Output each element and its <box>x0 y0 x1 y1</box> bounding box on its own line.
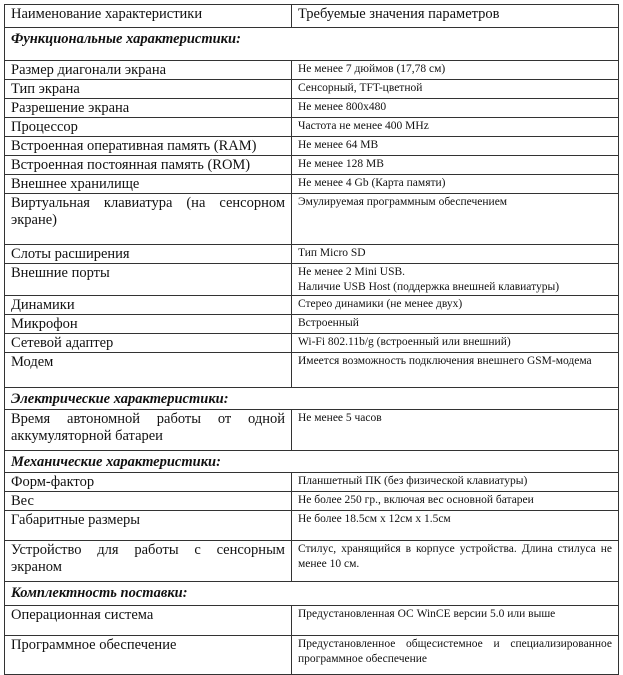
characteristic-value <box>292 80 619 99</box>
value-text: Предустановленное общесистемное и специализированное программное обеспечение <box>298 638 612 665</box>
table-row <box>5 61 619 80</box>
characteristic-name: Внешние порты <box>5 264 292 296</box>
characteristic-value <box>292 353 619 388</box>
value-text: Не менее 64 MB <box>298 139 379 151</box>
table-row <box>5 118 619 137</box>
characteristic-value <box>292 137 619 156</box>
table-row <box>5 175 619 194</box>
section-title: Механические характеристики: <box>5 451 619 473</box>
section-header-row <box>5 388 619 410</box>
characteristic-name: Динамики <box>5 296 292 315</box>
characteristic-name: Модем <box>5 353 292 388</box>
characteristic-value <box>292 473 619 492</box>
characteristic-value <box>292 606 619 636</box>
table-row <box>5 353 619 388</box>
value-text: Не менее 4 Gb (Карта памяти) <box>298 177 446 189</box>
characteristic-name: Форм-фактор <box>5 473 292 492</box>
table-row <box>5 334 619 353</box>
characteristic-name: Габаритные размеры <box>5 511 292 541</box>
value-text: Сенсорный, TFT-цветной <box>298 82 423 94</box>
characteristic-name: Процессор <box>5 118 292 137</box>
value-text: Не более 18.5см x 12см x 1.5см <box>298 513 451 525</box>
table-row <box>5 80 619 99</box>
characteristic-name: Микрофон <box>5 315 292 334</box>
section-title: Электрические характеристики: <box>5 388 619 410</box>
table-row <box>5 315 619 334</box>
value-text: Эмулируемая программным обеспечением <box>298 196 508 208</box>
value-text: Не менее 128 MB <box>298 158 384 170</box>
characteristic-value <box>292 61 619 80</box>
characteristic-value <box>292 511 619 541</box>
characteristic-name: Разрешение экрана <box>5 99 292 118</box>
characteristic-value <box>292 410 619 451</box>
characteristic-value <box>292 118 619 137</box>
table-row <box>5 511 619 541</box>
characteristic-name: Тип экрана <box>5 80 292 99</box>
characteristic-name: Встроенная постоянная память (ROM) <box>5 156 292 175</box>
value-text: Встроенный <box>298 317 359 329</box>
characteristic-value <box>292 296 619 315</box>
characteristic-value <box>292 245 619 264</box>
characteristic-name: Время автономной работы от одной аккумуляторной батареи <box>5 410 292 451</box>
characteristic-value <box>292 99 619 118</box>
value-text: Не менее 800x480 <box>298 101 387 113</box>
table-header-row <box>5 5 619 28</box>
section-title: Функциональные характеристики: <box>5 28 619 61</box>
characteristic-value <box>292 492 619 511</box>
characteristic-value <box>292 264 619 296</box>
table-row <box>5 245 619 264</box>
value-text: Стилус, хранящийся в корпусе устройства. Длина стилуса не менее 10 см. <box>298 543 612 570</box>
characteristic-name: Встроенная оперативная память (RAM) <box>5 137 292 156</box>
table-row <box>5 156 619 175</box>
table-row <box>5 99 619 118</box>
value-text: Не более 250 гр., включая вес основной батареи <box>298 494 534 506</box>
header-col-value: Требуемые значения параметров <box>292 5 619 28</box>
characteristic-value <box>292 156 619 175</box>
value-text: Не менее 7 дюймов (17,78 см) <box>298 63 446 75</box>
characteristic-name: Виртуальная клавиатура (на сенсорном экране) <box>5 194 292 245</box>
table-row <box>5 606 619 636</box>
characteristic-value <box>292 315 619 334</box>
characteristic-value <box>292 541 619 582</box>
section-title: Комплектность поставки: <box>5 582 619 606</box>
value-text: Стерео динамики (не менее двух) <box>298 298 463 310</box>
value-text: Предустановленная ОС WinCE версии 5.0 или выше <box>298 608 556 620</box>
table-row <box>5 264 619 296</box>
characteristic-name: Операционная система <box>5 606 292 636</box>
value-text: Wi-Fi 802.11b/g (встроенный или внешний) <box>298 336 511 348</box>
section-header-row <box>5 451 619 473</box>
value-text: Не менее 2 Mini USB. <box>298 266 406 278</box>
table-row <box>5 194 619 245</box>
value-text: Не менее 5 часов <box>298 412 382 424</box>
table-row <box>5 410 619 451</box>
characteristic-value <box>292 175 619 194</box>
header-col-name: Наименование характеристики <box>5 5 292 28</box>
value-text: Тип Micro SD <box>298 247 366 259</box>
characteristic-name: Устройство для работы с сенсорным экраном <box>5 541 292 582</box>
value-text: Имеется возможность подключения внешнего GSM-модема <box>298 355 592 367</box>
characteristic-value <box>292 334 619 353</box>
table-row <box>5 296 619 315</box>
characteristic-value <box>292 194 619 245</box>
characteristic-name: Внешнее хранилище <box>5 175 292 194</box>
value-text: Планшетный ПК (без физической клавиатуры) <box>298 475 528 487</box>
characteristic-name: Сетевой адаптер <box>5 334 292 353</box>
table-row <box>5 492 619 511</box>
characteristic-name: Слоты расширения <box>5 245 292 264</box>
table-row <box>5 541 619 582</box>
value-text: Частота не менее 400 MHz <box>298 120 429 132</box>
characteristic-name: Программное обеспечение <box>5 636 292 675</box>
table-row <box>5 473 619 492</box>
characteristic-name: Вес <box>5 492 292 511</box>
value-text-line2: Наличие USB Host (поддержка внешней клавиатуры) <box>298 281 560 293</box>
section-header-row <box>5 582 619 606</box>
spec-table <box>4 4 619 675</box>
section-header-row <box>5 28 619 61</box>
table-row <box>5 137 619 156</box>
characteristic-name: Размер диагонали экрана <box>5 61 292 80</box>
